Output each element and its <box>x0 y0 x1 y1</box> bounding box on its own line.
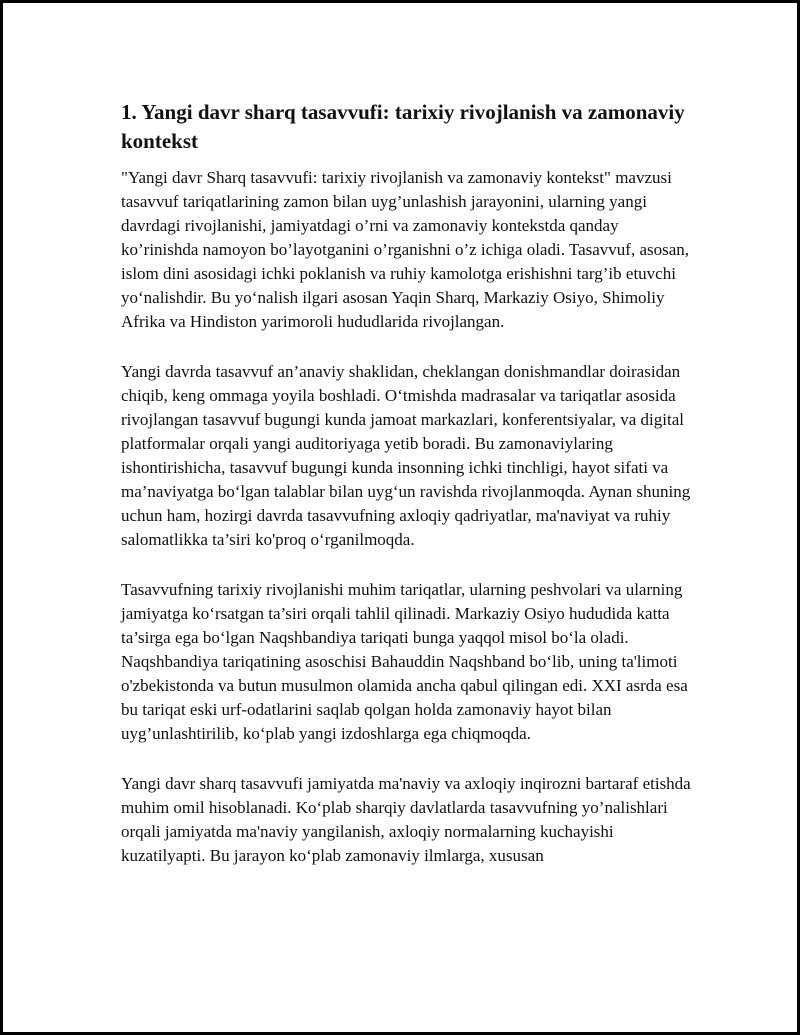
paragraph-3: Tasavvufning tarixiy rivojlanishi muhim tariqatlar, ularning peshvolari va ularning jamiyatga ko‘rsatgan ta’siri orqali tahlil qilinadi. Markaziy Osiyo hududida katta ta’sirga ega bo‘lgan Naqshbandiya tariqati bunga yaqqol misol bo‘la oladi. Naqshbandiya tariqatining asoschisi Bahauddin Naqshband bo‘lib, uning ta'limoti o'zbekistonda va butun musulmon olamida ancha qabul qilingan edi. XXI asrda esa bu tariqat eski urf-odatlarini saqlab qolgan holda zamonaviy hayot bilan uyg’unlashtirilib, ko‘plab yangi izdoshlarga ega chiqmoqda. <box>121 580 688 743</box>
section-heading: 1. Yangi davr sharq tasavvufi: tarixiy rivojlanish va zamonaviy kontekst <box>121 100 685 153</box>
paragraph-1: "Yangi davr Sharq tasavvufi: tarixiy rivojlanish va zamonaviy kontekst" mavzusi tasavvuf tariqatlarining zamon bilan uyg’unlashish jarayonini, ularning yangi davrdagi rivojlanishi, jamiyatdagi o’rni va zamonaviy kontekstda qanday ko’rinishda namoyon bo’layotganini o’rganishni o’z ichiga oladi. Tasavvuf, asosan, islom dini asosidagi ichki poklanish va ruhiy kamolotga erishishni targ’ib etuvchi yo‘nalishdir. Bu yo‘nalish ilgari asosan Yaqin Sharq, Markaziy Osiyo, Shimoliy Afrika va Hindiston yarimoroli hududlarida rivojlangan. <box>121 168 690 331</box>
paragraph-2: Yangi davrda tasavvuf an’anaviy shaklidan, cheklangan donishmandlar doirasidan chiqib, keng ommaga yoyila boshladi. O‘tmishda madrasalar va tariqatlar asosida rivojlangan tasavvuf bugungi kunda jamoat markazlari, konferentsiyalar, va digital platformalar orqali yangi auditoriyaga yetib boradi. Bu zamonaviylaring ishontirishicha, tasavvuf bugungi kunda insonning ichki tinchligi, hayot sifati va ma’naviyatga bo‘lgan talablar bilan uyg‘un ravishda rivojlanmoqda. Aynan shuning uchun ham, hozirgi davrda tasavvufning axloqiy qadriyatlar, ma'naviyat va ruhiy salomatlikka ta’siri ko'proq o‘rganilmoqda. <box>121 362 691 549</box>
paragraph-4: Yangi davr sharq tasavvufi jamiyatda ma'naviy va axloqiy inqirozni bartaraf etishda muhim omil hisoblanadi. Ko‘plab sharqiy davlatlarda tasavvufning yo’nalishlari orqali jamiyatda ma'naviy yangilanish, axloqiy normalarning kuchayishi kuzatilyapti. Bu jarayon ko‘plab zamonaviy ilmlarga, xususan <box>121 774 691 865</box>
document-body <box>121 98 696 894</box>
